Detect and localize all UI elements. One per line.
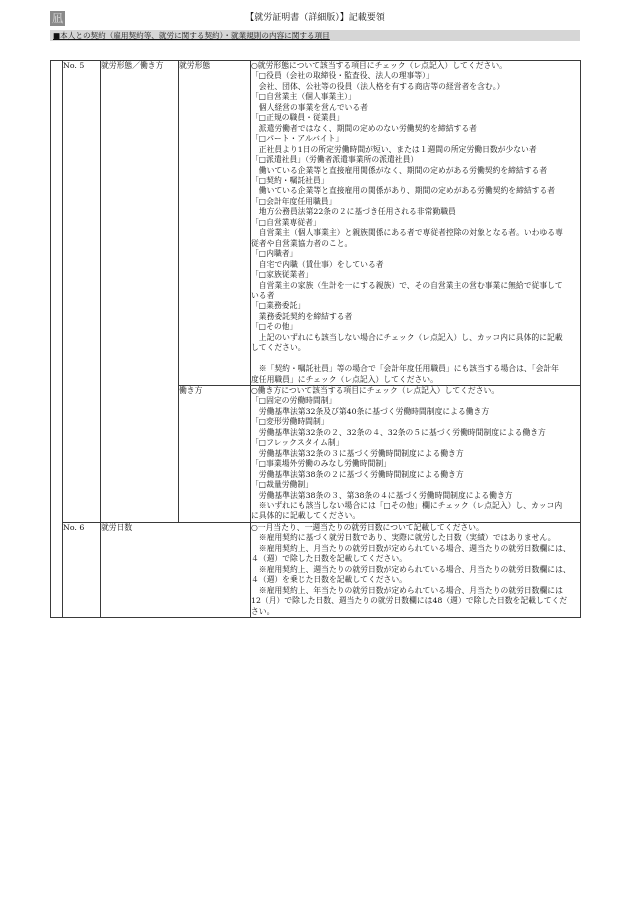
table-row-no5-employment-type [51, 61, 581, 386]
description-line: ※雇用契約に基づく就労日数であり、実際に就労した日数（実績）ではありません。 [251, 533, 556, 543]
description-line: 「□業務委託」 [251, 301, 306, 311]
description-line: 業務委託契約を締結する者 [251, 311, 353, 321]
description-line: 自営業主（個人事業主）と親族関係にある者で専従者控除の対象となる者。いわゆる専 [251, 228, 563, 238]
description-line: ※いずれにも該当しない場合には「□その他」欄にチェック（レ点記入）し、カッコ内 [251, 501, 563, 511]
description-line: 「□役員（会社の取締役・監査役、法人の理事等）」 [251, 71, 434, 81]
description-line: 「□パート・アルバイト」 [251, 134, 344, 144]
description-line: 「□フレックスタイム制」 [251, 438, 344, 448]
description-line: 「□内職者」 [251, 249, 298, 259]
left-margin-cell [51, 61, 63, 618]
instructions-table [50, 60, 581, 618]
description-lines [251, 61, 580, 354]
description-line: ※雇用契約上、月当たりの就労日数が定められている場合、週当たりの就労日数欄には、 [251, 543, 571, 553]
description-line: 12（月）で除した日数、週当たりの就労日数欄には48（週）で除した日数を記載してくだ [251, 596, 568, 606]
description-line: 労働基準法第32条の３に基づく労働時間制度による働き方 [251, 448, 464, 458]
description-line: 度任用職員」にチェック（レ点記入）してください。 [251, 374, 438, 384]
description-line: 自宅で内職（賃仕事）をしている者 [251, 259, 384, 269]
item-number: No. 5 [63, 61, 101, 523]
section-header-label: ■本人との契約（雇用契約等、就労に関する契約）・就業規則の内容に関する項目 [53, 31, 330, 40]
description-line: 「□会計年度任用職員」 [251, 196, 337, 206]
description-line: 労働基準法第32条及び第40条に基づく労働時間制度による働き方 [251, 406, 490, 416]
description-lines [251, 523, 580, 617]
page-title: 【就労証明書（詳細版）】記載要領 [245, 13, 385, 23]
item-number: No. 6 [63, 522, 101, 617]
description-line: 働いている企業等と直接雇用関係がなく、期間の定めがある労働契約を締結する者 [251, 165, 548, 175]
description-line: 「□変形労働時間制」 [251, 417, 329, 427]
description-line: 「□派遣社員」（労働者派遣事業所の派遣社員） [251, 155, 419, 165]
item-description [251, 386, 581, 523]
description-line: してください。 [251, 343, 306, 353]
description-line: に具体的に記載してください。 [251, 511, 361, 521]
description-note [251, 364, 580, 385]
section-header-bar [50, 30, 580, 41]
description-line: 労働基準法第38条の３、第38条の４に基づく労働時間制度による働き方 [251, 490, 513, 500]
description-line: ○就労形態について該当する項目にチェック（レ点記入）してください。 [251, 61, 507, 70]
description-line: 自営業主の家族（生計を一にする親族）で、その自営業主の営む事業に無給で従事して [251, 280, 563, 290]
description-line: 「□その他」 [251, 322, 298, 332]
document-mark-icon: 凪 [52, 12, 63, 25]
description-line: 会社、団体、公社等の役員（法人格を有する商店等の経営者を含む。） [251, 81, 505, 91]
description-line: ○働き方について該当する項目にチェック（レ点記入）してください。 [251, 386, 500, 396]
description-line: 「□家族従業者」 [251, 270, 313, 280]
item-description [251, 61, 581, 386]
description-line: 「□事業場外労働のみなし労働時間制」 [251, 459, 391, 469]
subitem-label: 就労形態 [179, 61, 251, 386]
description-line: 労働基準法第32条の２、32条の４、32条の５に基づく労働時間制度による働き方 [251, 427, 546, 437]
description-line: 正社員より1日の所定労働時間が短い、または１週間の所定労働日数が少ない者 [251, 144, 537, 154]
description-line: 「□契約・嘱託社員」 [251, 175, 329, 185]
description-line: ４（週）で除した日数を記載してください。 [251, 554, 407, 564]
description-line: 働いている企業等と直接雇用の関係があり、期間の定めがある労働契約を締結する者 [251, 186, 556, 196]
item-description [251, 522, 581, 617]
description-line: 地方公務員法第22条の２に基づき任用される非常勤職員 [251, 207, 456, 217]
description-lines [251, 386, 580, 522]
table-row-no6-work-days [51, 522, 581, 617]
description-line: さい。 [251, 606, 275, 616]
description-line: 上記のいずれにも該当しない場合にチェック（レ点記入）し、カッコ内に具体的に記載 [251, 332, 563, 342]
description-line: 従者や自営業協力者のこと。 [251, 238, 353, 248]
description-line: 個人経営の事業を営んでいる者 [251, 102, 368, 112]
description-line: いる者 [251, 290, 275, 300]
description-line: ※雇用契約上、週当たりの就労日数が定められている場合、月当たりの就労日数欄には、 [251, 564, 571, 574]
subitem-label: 働き方 [179, 386, 251, 523]
description-line: 「□固定の労働時間制」 [251, 396, 337, 406]
description-line: 「□正規の職員・従業員」 [251, 113, 345, 123]
description-line: ※「契約・嘱託社員」等の場合で「会計年度任用職員」にも該当する場合は、「会計年 [251, 364, 559, 374]
description-line: ※雇用契約上、年当たりの就労日数が定められている場合、月当たりの就労日数欄には [251, 585, 563, 595]
description-line: 派遣労働者ではなく、期間の定めのない労働契約を締結する者 [251, 123, 477, 133]
description-line: 「□自営業主（個人事業主）」 [251, 92, 356, 102]
description-line: 「□裁量労働制」 [251, 480, 313, 490]
item-category: 就労日数 [101, 522, 251, 617]
description-line: 「□自営業専従者」 [251, 217, 321, 227]
description-line: 労働基準法第38条の２に基づく労働時間制度による働き方 [251, 469, 464, 479]
description-line: ○一月当たり、一週当たりの就労日数について記載してください。 [251, 522, 484, 532]
description-line: ４（週）を乗じた日数を記載してください。 [251, 575, 407, 585]
item-category: 就労形態／働き方 [101, 61, 179, 523]
